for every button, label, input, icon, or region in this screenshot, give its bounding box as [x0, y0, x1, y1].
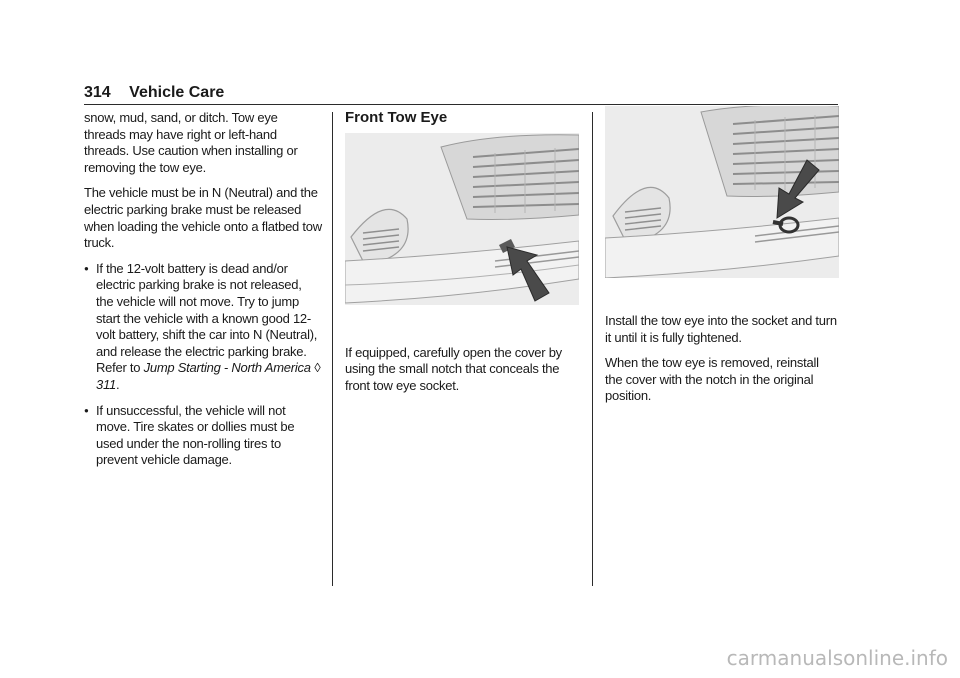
column-divider-2 [592, 112, 593, 586]
paragraph: snow, mud, sand, or ditch. Tow eye threads may have right or left-hand threads. Use caution when installing or removing the tow eye. [84, 110, 298, 175]
tow-eye-installed-illustration [605, 106, 839, 278]
list-item: ● If the 12-volt battery is dead and/or electric parking brake is not released, the vehicle will not move. Try to jump start the vehicle with a known good 12-volt battery, shift the car into N (Neutral), and release the electric parking brake. Refer to Jump Starting - North America ◊ 311. [84, 261, 322, 394]
front-tow-eye-cover-illustration [345, 133, 579, 305]
paragraph: When the tow eye is removed, reinstall the cover with the notch in the original position. [605, 355, 819, 404]
middle-column [345, 110, 579, 403]
bullet-list [84, 261, 322, 469]
page-ref-icon: ◊ [314, 360, 321, 376]
column-divider-1 [332, 112, 333, 586]
paragraph: Install the tow eye into the socket and turn it until it is fully tightened. [605, 313, 837, 345]
section-title-header: Vehicle Care [129, 84, 225, 101]
list-item: ● If unsuccessful, the vehicle will not move. Tire skates or dollies must be used under the non-rolling tires to prevent vehicle damage. [84, 403, 322, 469]
bumper-cover-figure [345, 133, 579, 305]
page-header [84, 84, 224, 102]
header-rule [84, 104, 838, 105]
cross-reference-link[interactable]: Jump Starting - North America ◊ 311 [96, 360, 321, 392]
section-heading: Front Tow Eye [345, 109, 448, 126]
paragraph: If equipped, carefully open the cover by using the small notch that conceals the front tow eye socket. [345, 344, 562, 393]
left-column [84, 110, 322, 478]
tow-eye-figure [605, 106, 839, 278]
watermark: carmanualsonline.info [726, 646, 948, 670]
right-column [605, 110, 839, 414]
paragraph: The vehicle must be in N (Neutral) and the electric parking brake must be released when loading the vehicle onto a flatbed tow truck. [84, 185, 322, 251]
page-number: 314 [84, 84, 111, 101]
